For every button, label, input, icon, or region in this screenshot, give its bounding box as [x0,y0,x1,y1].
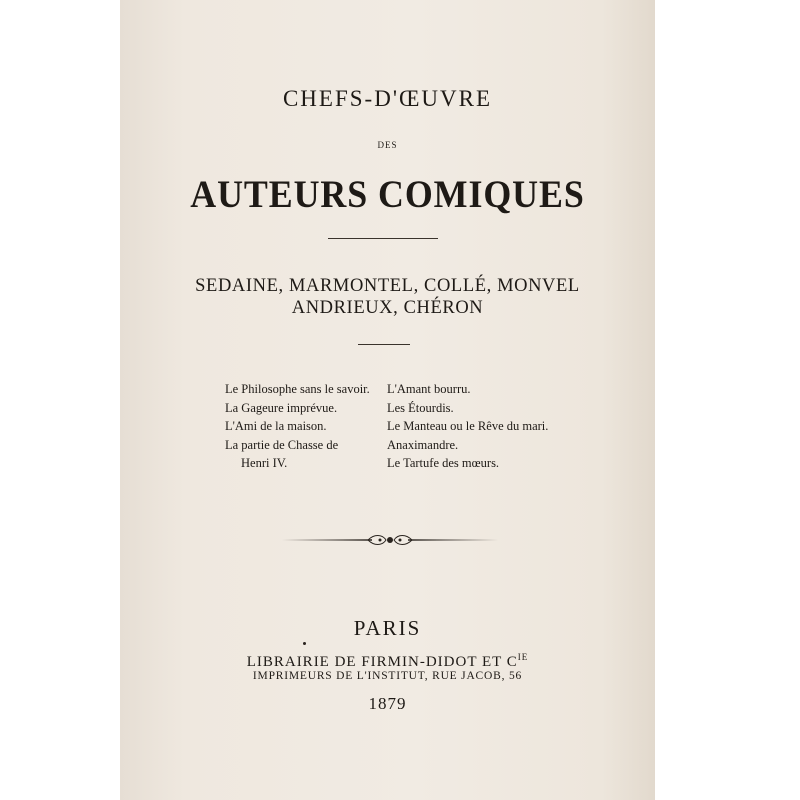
pre-title: CHEFS-D'ŒUVRE [282,86,493,111]
work-item: Le Tartufe des mœurs. [387,456,500,470]
authors-rule [358,344,410,345]
publisher-suffix: IE [517,652,529,662]
work-item: La partie de Chasse de [225,437,339,452]
work-item: L'Amant bourru. [387,382,471,396]
works-list-left [225,380,370,473]
authors-line-2: ANDRIEUX, CHÉRON [291,298,484,318]
work-item-continuation: Henri IV. [241,456,288,470]
authors-line-1: SEDAINE, MARMONTEL, COLLÉ, MONVEL [195,276,580,296]
work-item: Les Étourdis. [387,400,454,415]
work-item: Le Manteau ou le Rêve du mari. [387,419,549,433]
ink-dot [303,642,306,645]
work-item: Le Philosophe sans le savoir. [225,382,370,396]
city: PARIS [353,616,422,640]
works-list-right [387,380,548,473]
year: 1879 [368,694,407,713]
publisher [120,652,655,671]
ornament-divider-icon [280,532,500,548]
work-item: La Gageure imprévue. [225,400,338,415]
title-rule [328,238,438,239]
title-connector: DES [377,140,398,150]
book-page [120,0,655,800]
publisher-name: LIBRAIRIE DE FIRMIN-DIDOT ET C [246,654,518,670]
work-item: L'Ami de la maison. [225,419,327,433]
main-title: AUTEURS COMIQUES [190,173,585,216]
work-item: Anaximandre. [387,437,459,452]
printer: IMPRIMEURS DE L'INSTITUT, RUE JACOB, 56 [252,670,523,682]
